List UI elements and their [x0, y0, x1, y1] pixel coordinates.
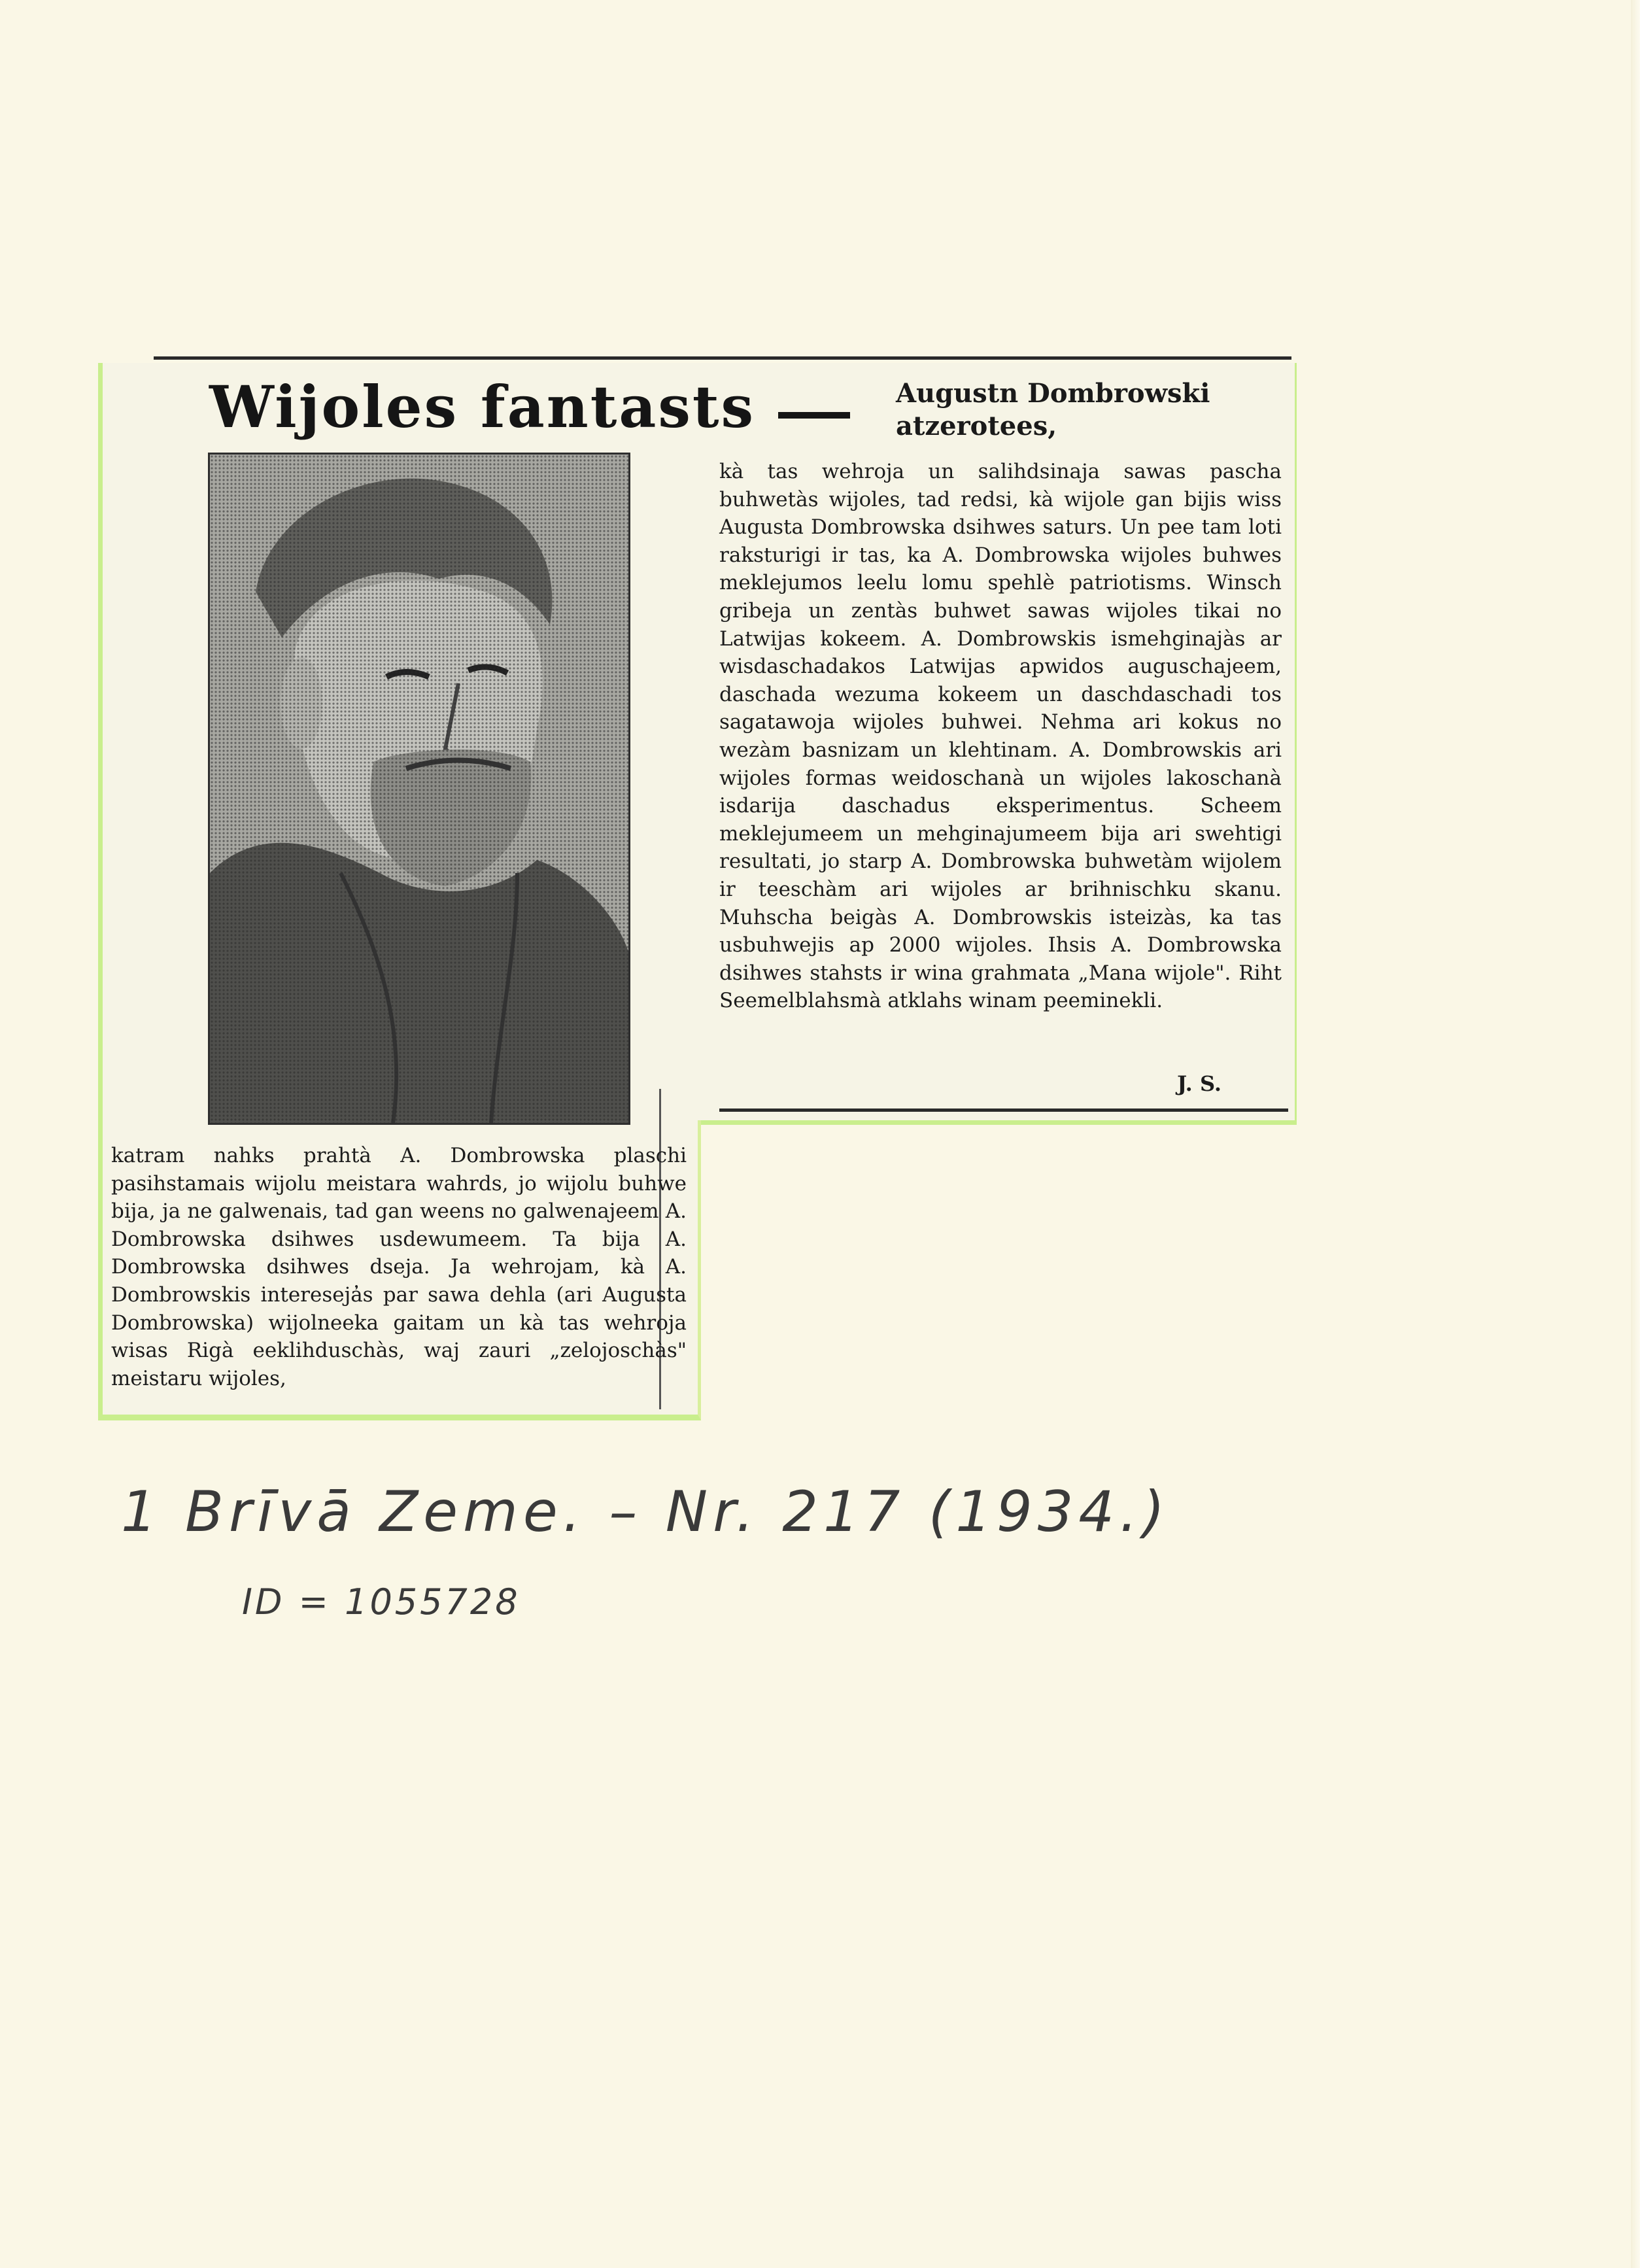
portrait-illustration: [210, 455, 628, 1123]
column-end-rule: [719, 1108, 1288, 1112]
article-left-column: katram nahks prahtà A. Dombrowska plaschi pasihstamais wijolu meistara wahrds, jo wijolu buhwe bija, ja ne galwenais, tad gan weens no galwenajeem A. Dombrowska dsihwes usdewumeem. Ta bija A. Dombrowska dsihwes dseja. Ja wehrojam, kà A. Dombrowskis intereseja̓s par sawa dehla (ari Augusta Dombrowska) wijolneeka gaitam un kà tas wehroja wisas Rigà eeklihduschàs, waj zauri „zelojoschàs" meistaru wijoles,: [111, 1144, 687, 1390]
headline-dash: [778, 412, 850, 419]
top-rule: [154, 356, 1291, 360]
article-signature: J. S.: [1177, 1071, 1222, 1096]
headline-subtitle-line1: Augustn Dombrowski: [896, 378, 1210, 409]
page-edge: [1631, 0, 1640, 2268]
article-right-column: kà tas wehroja un salihdsinaja sawas pascha buhwetàs wijoles, tad redsi, kà wijole gan bijis wiss Augusta Dombrowska dsihwes saturs. Un pee tam loti raksturigi ir tas, ka A. Dombrowska wijoles buhwes meklejumos leelu lomu spehlè patriotisms. Winsch gribeja un zentàs buhwet sawas wijoles tikai no Latwijas kokeem. A. Dombrowskis ismehginajàs ar wisdaschadakos Latwijas apwidos auguschajeem, daschada wezuma kokeem un daschdaschadi tos sagatawoja wijoles buhwei. Nehma ari kokus no wezàm basnizam un klehtinam. A. Dombrowskis ari wijoles formas weidoschanà un wijoles lakoschanà isdarija daschadus eksperimentus. Scheem meklejumeem un mehginajumeem bija ari swehtigi resultati, jo starp A. Dombrowska buhwetàm wijolem ir teeschàm ari wijoles ar brihnischku skanu. Muhscha beigàs A. Dombrowskis isteizàs, ka tas usbuhwejis ap 2000 wijoles. Ihsis A. Dombrowska dsihwes stahsts ir wina grahmata „Mana wijole". Riht Seemelblahsmà atklahs winam peeminekli.: [719, 460, 1282, 1013]
headline-title: Wijoles fantasts: [209, 373, 756, 441]
handwritten-id-note: ID = 1055728: [242, 1581, 521, 1623]
handwritten-source-note: 1 Brīvā Zeme. – Nr. 217 (1934.): [121, 1479, 1170, 1545]
headline-subtitle-line2: atzerotees,: [896, 411, 1057, 441]
portrait-photo: [208, 453, 630, 1125]
